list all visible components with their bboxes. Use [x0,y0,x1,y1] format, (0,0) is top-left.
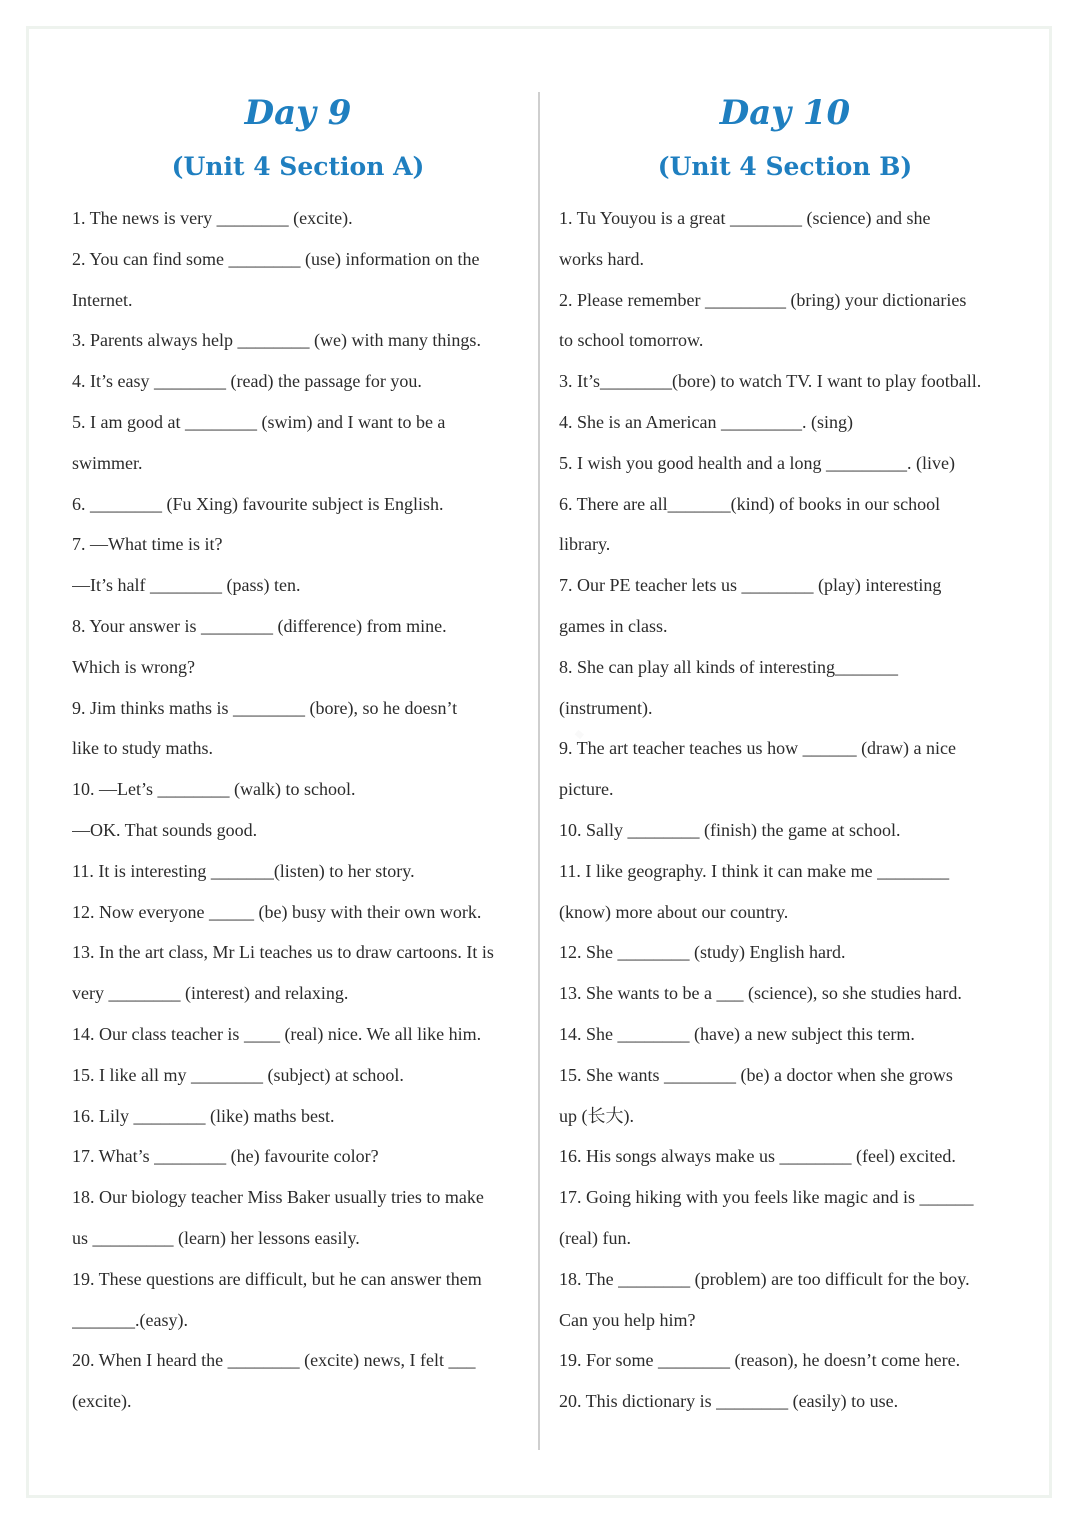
exercise-line: 2. Please remember _________ (bring) your dictionaries [559,289,967,310]
day-9-unit-title: (Unit 4 Section A) [171,152,425,181]
exercise-line: _______.(easy). [72,1309,188,1330]
exercise-line: 2. You can find some ________ (use) information on the [72,248,480,269]
exercise-line: 1. Tu Youyou is a great ________ (science) and she [559,208,931,228]
exercise-line: 7. —What time is it? [72,534,223,555]
exercise-line: 14. Our class teacher is ____ (real) nice. We all like him. [72,1023,482,1044]
exercise-line: 4. She is an American _________. (sing) [559,411,853,432]
day-10-exercise-list [559,198,1011,1422]
exercise-line: 4. It’s easy ________ (read) the passage for you. [72,371,422,392]
exercise-line: 11. It is interesting _______(listen) to her story. [72,860,415,881]
day-9-exercise-list [72,198,524,1422]
exercise-line: —OK. That sounds good. [72,819,258,840]
exercise-line: 17. What’s ________ (he) favourite color? [72,1146,379,1167]
exercise-line: 3. Parents always help ________ (we) with many things. [72,330,481,351]
exercise-line: 12. She ________ (study) English hard. [559,942,846,963]
day-9-column [72,86,524,1422]
exercise-line: library. [559,534,611,555]
exercise-line: like to study maths. [72,738,213,759]
exercise-line: (know) more about our country. [559,901,789,922]
exercise-line: 11. I like geography. I think it can make me ________ [559,860,950,881]
exercise-line: Which is wrong? [72,656,195,677]
exercise-line: 18. The ________ (problem) are too difficult for the boy. [559,1268,970,1289]
exercise-line: 19. These questions are difficult, but he can answer them [72,1268,482,1289]
exercise-line: 6. There are all_______(kind) of books in our school [559,493,941,514]
exercise-line: 5. I am good at ________ (swim) and I want to be a [72,411,446,432]
exercise-line: 10. —Let’s ________ (walk) to school. [72,779,356,800]
exercise-line: (instrument). [559,697,653,718]
exercise-line: games in class. [559,615,668,636]
exercise-line: works hard. [559,248,644,269]
exercise-line: (excite). [72,1391,132,1412]
exercise-line: up (长大). [559,1105,634,1126]
exercise-line: 16. His songs always make us ________ (feel) excited. [559,1146,956,1167]
exercise-line: swimmer. [72,452,143,473]
day-9-title: Day 9 [244,93,352,133]
column-divider [538,92,540,1450]
day-10-unit-title: (Unit 4 Section B) [657,152,913,181]
exercise-line: 20. This dictionary is ________ (easily) to use. [559,1391,899,1412]
exercise-line: Can you help him? [559,1309,696,1330]
exercise-line: 14. She ________ (have) a new subject this term. [559,1023,915,1044]
exercise-line: 19. For some ________ (reason), he doesn’t come here. [559,1350,961,1371]
exercise-line: 17. Going hiking with you feels like magic and is ______ [559,1187,974,1208]
day-10-column [559,86,1011,1422]
exercise-line: 8. She can play all kinds of interesting_______ [559,656,898,677]
exercise-line: 9. The art teacher teaches us how ______ (draw) a nice [559,738,957,759]
exercise-line: —It’s half ________ (pass) ten. [72,575,301,596]
exercise-line: us _________ (learn) her lessons easily. [72,1227,360,1248]
exercise-line: 15. She wants ________ (be) a doctor when she grows [559,1064,953,1085]
exercise-line: 3. It’s________(bore) to watch TV. I want to play football. [559,371,982,392]
exercise-line: 12. Now everyone _____ (be) busy with their own work. [72,901,482,922]
exercise-line: 18. Our biology teacher Miss Baker usually tries to make [72,1187,484,1208]
exercise-line: 5. I wish you good health and a long _________. (live) [559,452,955,473]
exercise-line: Internet. [72,289,133,310]
exercise-line: 13. In the art class, Mr Li teaches us to draw cartoons. It is [72,942,494,963]
exercise-line: 1. The news is very ________ (excite). [72,208,353,228]
exercise-line: 7. Our PE teacher lets us ________ (play) interesting [559,575,942,596]
exercise-line: picture. [559,779,614,800]
exercise-line: (real) fun. [559,1227,631,1248]
exercise-line: 13. She wants to be a ___ (science), so she studies hard. [559,983,962,1004]
exercise-line: 9. Jim thinks maths is ________ (bore), so he doesn’t [72,697,458,718]
exercise-line: very ________ (interest) and relaxing. [72,983,349,1004]
exercise-line: 6. ________ (Fu Xing) favourite subject is English. [72,493,444,514]
exercise-line: to school tomorrow. [559,330,704,351]
day-10-title: Day 10 [719,93,851,133]
exercise-line: 15. I like all my ________ (subject) at school. [72,1064,404,1085]
exercise-line: 8. Your answer is ________ (difference) from mine. [72,615,447,636]
exercise-line: 20. When I heard the ________ (excite) news, I felt ___ [72,1350,476,1371]
exercise-line: 16. Lily ________ (like) maths best. [72,1105,335,1126]
exercise-line: 10. Sally ________ (finish) the game at school. [559,819,901,840]
